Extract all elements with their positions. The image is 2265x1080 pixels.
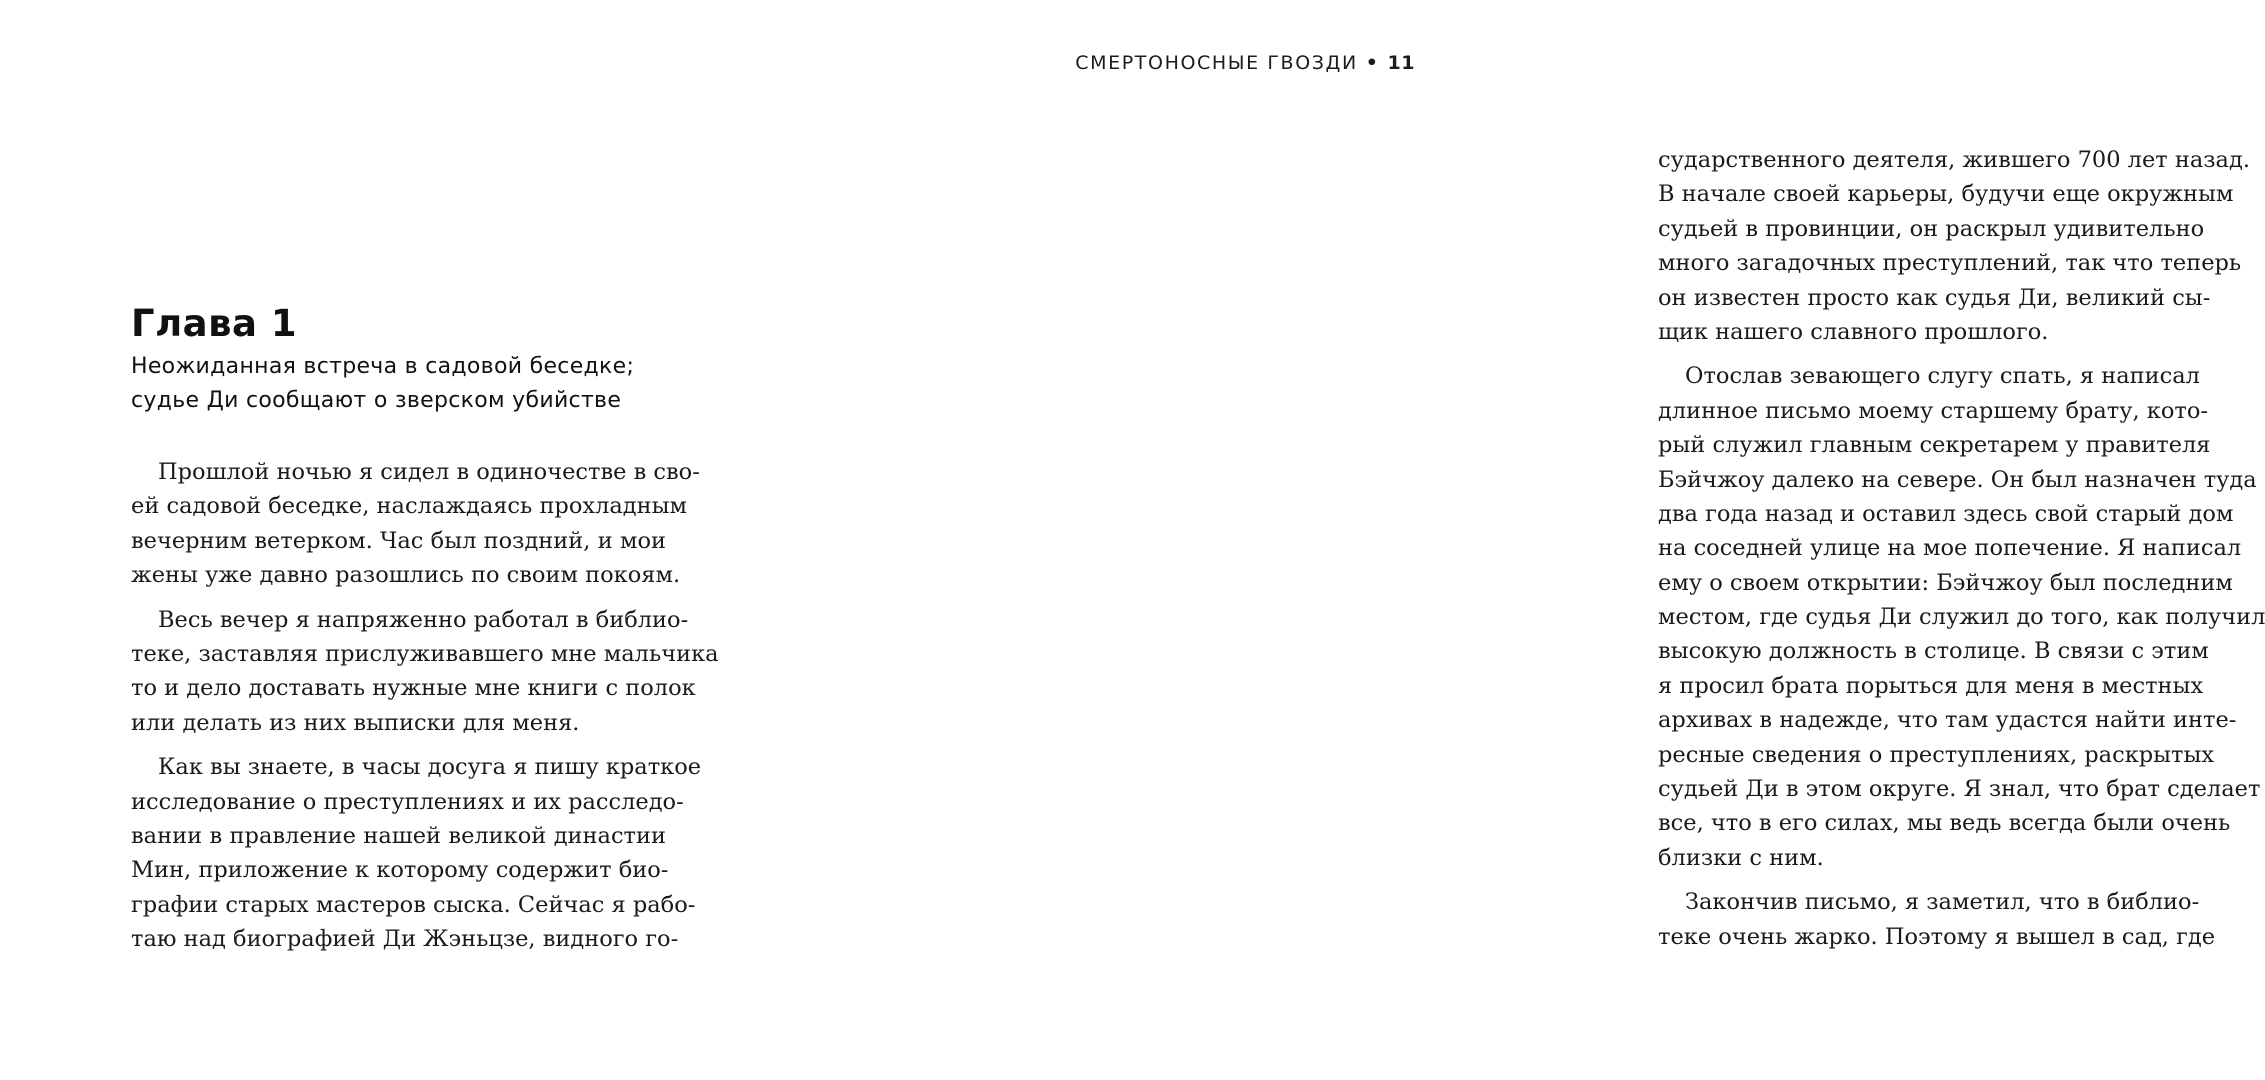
text-line: вечерним ветерком. Час был поздний, и мои [131, 527, 666, 554]
running-head-separator: • [1365, 52, 1380, 74]
text-line: ресные сведения о преступлениях, раскрытых [1658, 741, 2215, 768]
text-line: то и дело доставать нужные мне книги с полок [131, 675, 696, 702]
text-line: В начале своей карьеры, будучи еще окружным [1658, 181, 2234, 208]
text-line: рый служил главным секретарем у правителя [1658, 432, 2211, 459]
text-line: щик нашего славного прошлого. [1658, 318, 2049, 345]
text-line: он известен просто как судья Ди, великий сы- [1658, 284, 2211, 311]
text-line: Прошлой ночью я сидел в одиночестве в сво- [158, 459, 700, 485]
text-line: или делать из них выписки для меня. [131, 709, 580, 736]
text-line: высокую должность в столице. В связи с этим [1658, 638, 2209, 665]
chapter-subtitle-line: Неожиданная встреча в садовой беседке; [131, 354, 635, 379]
text-line: все, что в его силах, мы ведь всегда были очень [1658, 810, 2231, 837]
left-body-text [131, 455, 719, 956]
text-line: много загадочных преступлений, так что теперь [1658, 250, 2242, 277]
text-line: ему о своем открытии: Бэйчжоу был последним [1658, 569, 2233, 596]
text-line: вании в правление нашей великой династии [131, 822, 666, 849]
right-page [771, 0, 2265, 1080]
running-head [1075, 52, 1415, 74]
text-line: жены уже давно разошлись по своим покоям. [131, 562, 681, 589]
text-line: два года назад и оставил здесь свой старый дом [1658, 500, 2234, 527]
text-line: Отослав зевающего слугу спать, я написал [1685, 363, 2200, 390]
text-line: сударственного деятеля, жившего 700 лет назад. [1658, 147, 2250, 173]
text-line: близки с ним. [1658, 844, 1824, 871]
page-number: 11 [1387, 52, 1415, 74]
text-line: Как вы знаете, в часы досуга я пишу краткое [158, 754, 702, 781]
text-line: архивах в надежде, что там удастся найти инте- [1658, 707, 2237, 734]
text-line: Весь вечер я напряженно работал в библио- [158, 606, 689, 633]
text-line: теке, заставляя прислуживавшего мне мальчика [131, 640, 719, 667]
right-body-text [1658, 143, 2265, 954]
text-line: судьей Ди в этом округе. Я знал, что брат сделает [1658, 776, 2261, 803]
text-line: теке очень жарко. Поэтому я вышел в сад, где [1658, 923, 2216, 950]
text-line: судьей в провинции, он раскрыл удивительно [1658, 215, 2205, 242]
text-line: исследование о преступлениях и их расследо- [131, 788, 684, 815]
text-line: ей садовой беседке, наслаждаясь прохладным [131, 493, 688, 520]
text-line: Мин, приложение к которому содержит био- [131, 857, 669, 884]
chapter-subtitle-line: судье Ди сообщают о зверском убийстве [131, 388, 622, 413]
text-line: Закончив письмо, я заметил, что в библио- [1685, 889, 2200, 916]
chapter-title: Глава 1 [131, 302, 298, 345]
text-line: на соседней улице на мое попечение. Я написал [1658, 535, 2242, 562]
text-line: графии старых мастеров сыска. Сейчас я рабо- [131, 891, 696, 918]
text-line: таю над биографией Ди Жэньцзе, видного го- [131, 926, 679, 953]
text-line: местом, где судья Ди служил до того, как получил [1658, 604, 2265, 631]
text-line: я просил брата порыться для меня в местных [1658, 672, 2204, 699]
text-line: Бэйчжоу далеко на севере. Он был назначен туда [1658, 466, 2257, 493]
chapter-subtitle [131, 350, 691, 418]
text-line: длинное письмо моему старшему брату, кото- [1658, 397, 2208, 424]
left-page [0, 0, 771, 1080]
running-head-title: СМЕРТОНОСНЫЕ ГВОЗДИ [1075, 52, 1358, 74]
